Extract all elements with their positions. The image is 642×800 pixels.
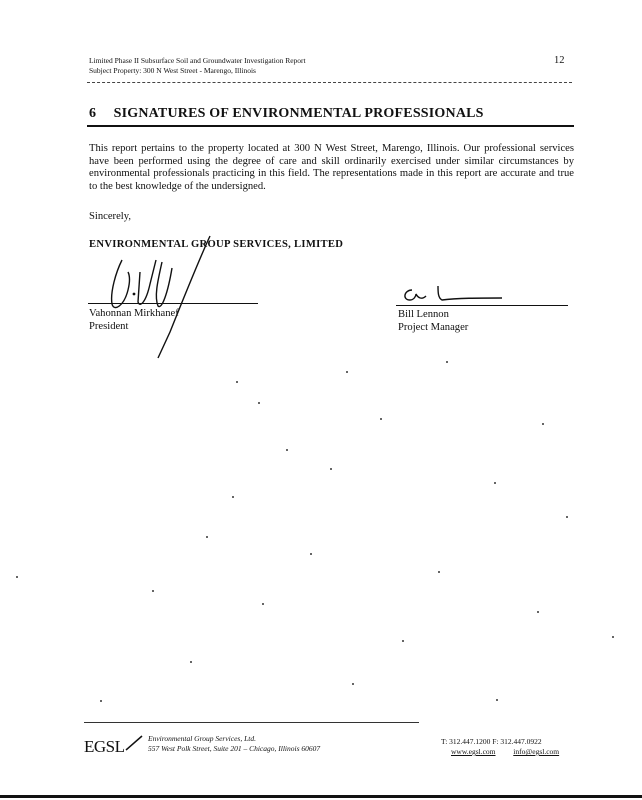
scan-bottom-edge xyxy=(0,795,642,798)
footer-web-link[interactable]: www.egsl.com xyxy=(451,747,496,756)
project-manager-signature xyxy=(398,282,508,306)
header-report-title: Limited Phase II Subsurface Soil and Groundwater Investigation Report xyxy=(89,56,306,65)
section-heading xyxy=(89,106,484,122)
running-header xyxy=(89,56,306,76)
page-number: 12 xyxy=(554,55,565,66)
signature-line-president xyxy=(88,303,258,304)
header-divider xyxy=(87,82,572,83)
footer-phones: T: 312.447.1200 F: 312.447.0922 xyxy=(441,737,542,746)
footer-company-block xyxy=(148,734,320,754)
logo-swoosh-icon xyxy=(124,734,144,754)
company-logo: EGSL xyxy=(84,734,144,757)
signatory-project-manager xyxy=(398,308,468,334)
signature-line-project-manager xyxy=(396,305,568,306)
company-name: ENVIRONMENTAL GROUP SERVICES, LIMITED xyxy=(89,239,344,250)
signatory-name: Vahonnan Mirkhanef xyxy=(89,308,179,319)
footer-company-name: Environmental Group Services, Ltd. xyxy=(148,734,256,743)
section-number: 6 xyxy=(89,106,97,121)
signatory-president xyxy=(89,307,179,333)
signatory-title: President xyxy=(89,321,129,332)
body-paragraph: This report pertains to the property located at 300 N West Street, Marengo, Illinois. Our professional services have been performed using the degree of care and skill ordinarily exercised under similar circumstances by environmental professionals practicing in this field. The representations made in this report are accurate and true to the best knowledge of the undersigned. xyxy=(89,143,574,192)
footer-address: 557 West Polk Street, Suite 201 – Chicago, Illinois 60607 xyxy=(148,744,321,753)
footer-contact-block xyxy=(441,737,559,757)
signatory-name: Bill Lennon xyxy=(398,309,449,320)
section-rule xyxy=(87,125,574,127)
header-subject-property: Subject Property: 300 N West Street - Marengo, Illinois xyxy=(89,66,256,75)
footer-email-link[interactable]: info@egsl.com xyxy=(513,747,560,756)
closing-salutation: Sincerely, xyxy=(89,211,131,222)
footer-divider xyxy=(84,722,419,723)
section-title: SIGNATURES OF ENVIRONMENTAL PROFESSIONALS xyxy=(113,106,484,121)
signatory-title: Project Manager xyxy=(398,322,469,333)
president-signature xyxy=(100,232,220,362)
